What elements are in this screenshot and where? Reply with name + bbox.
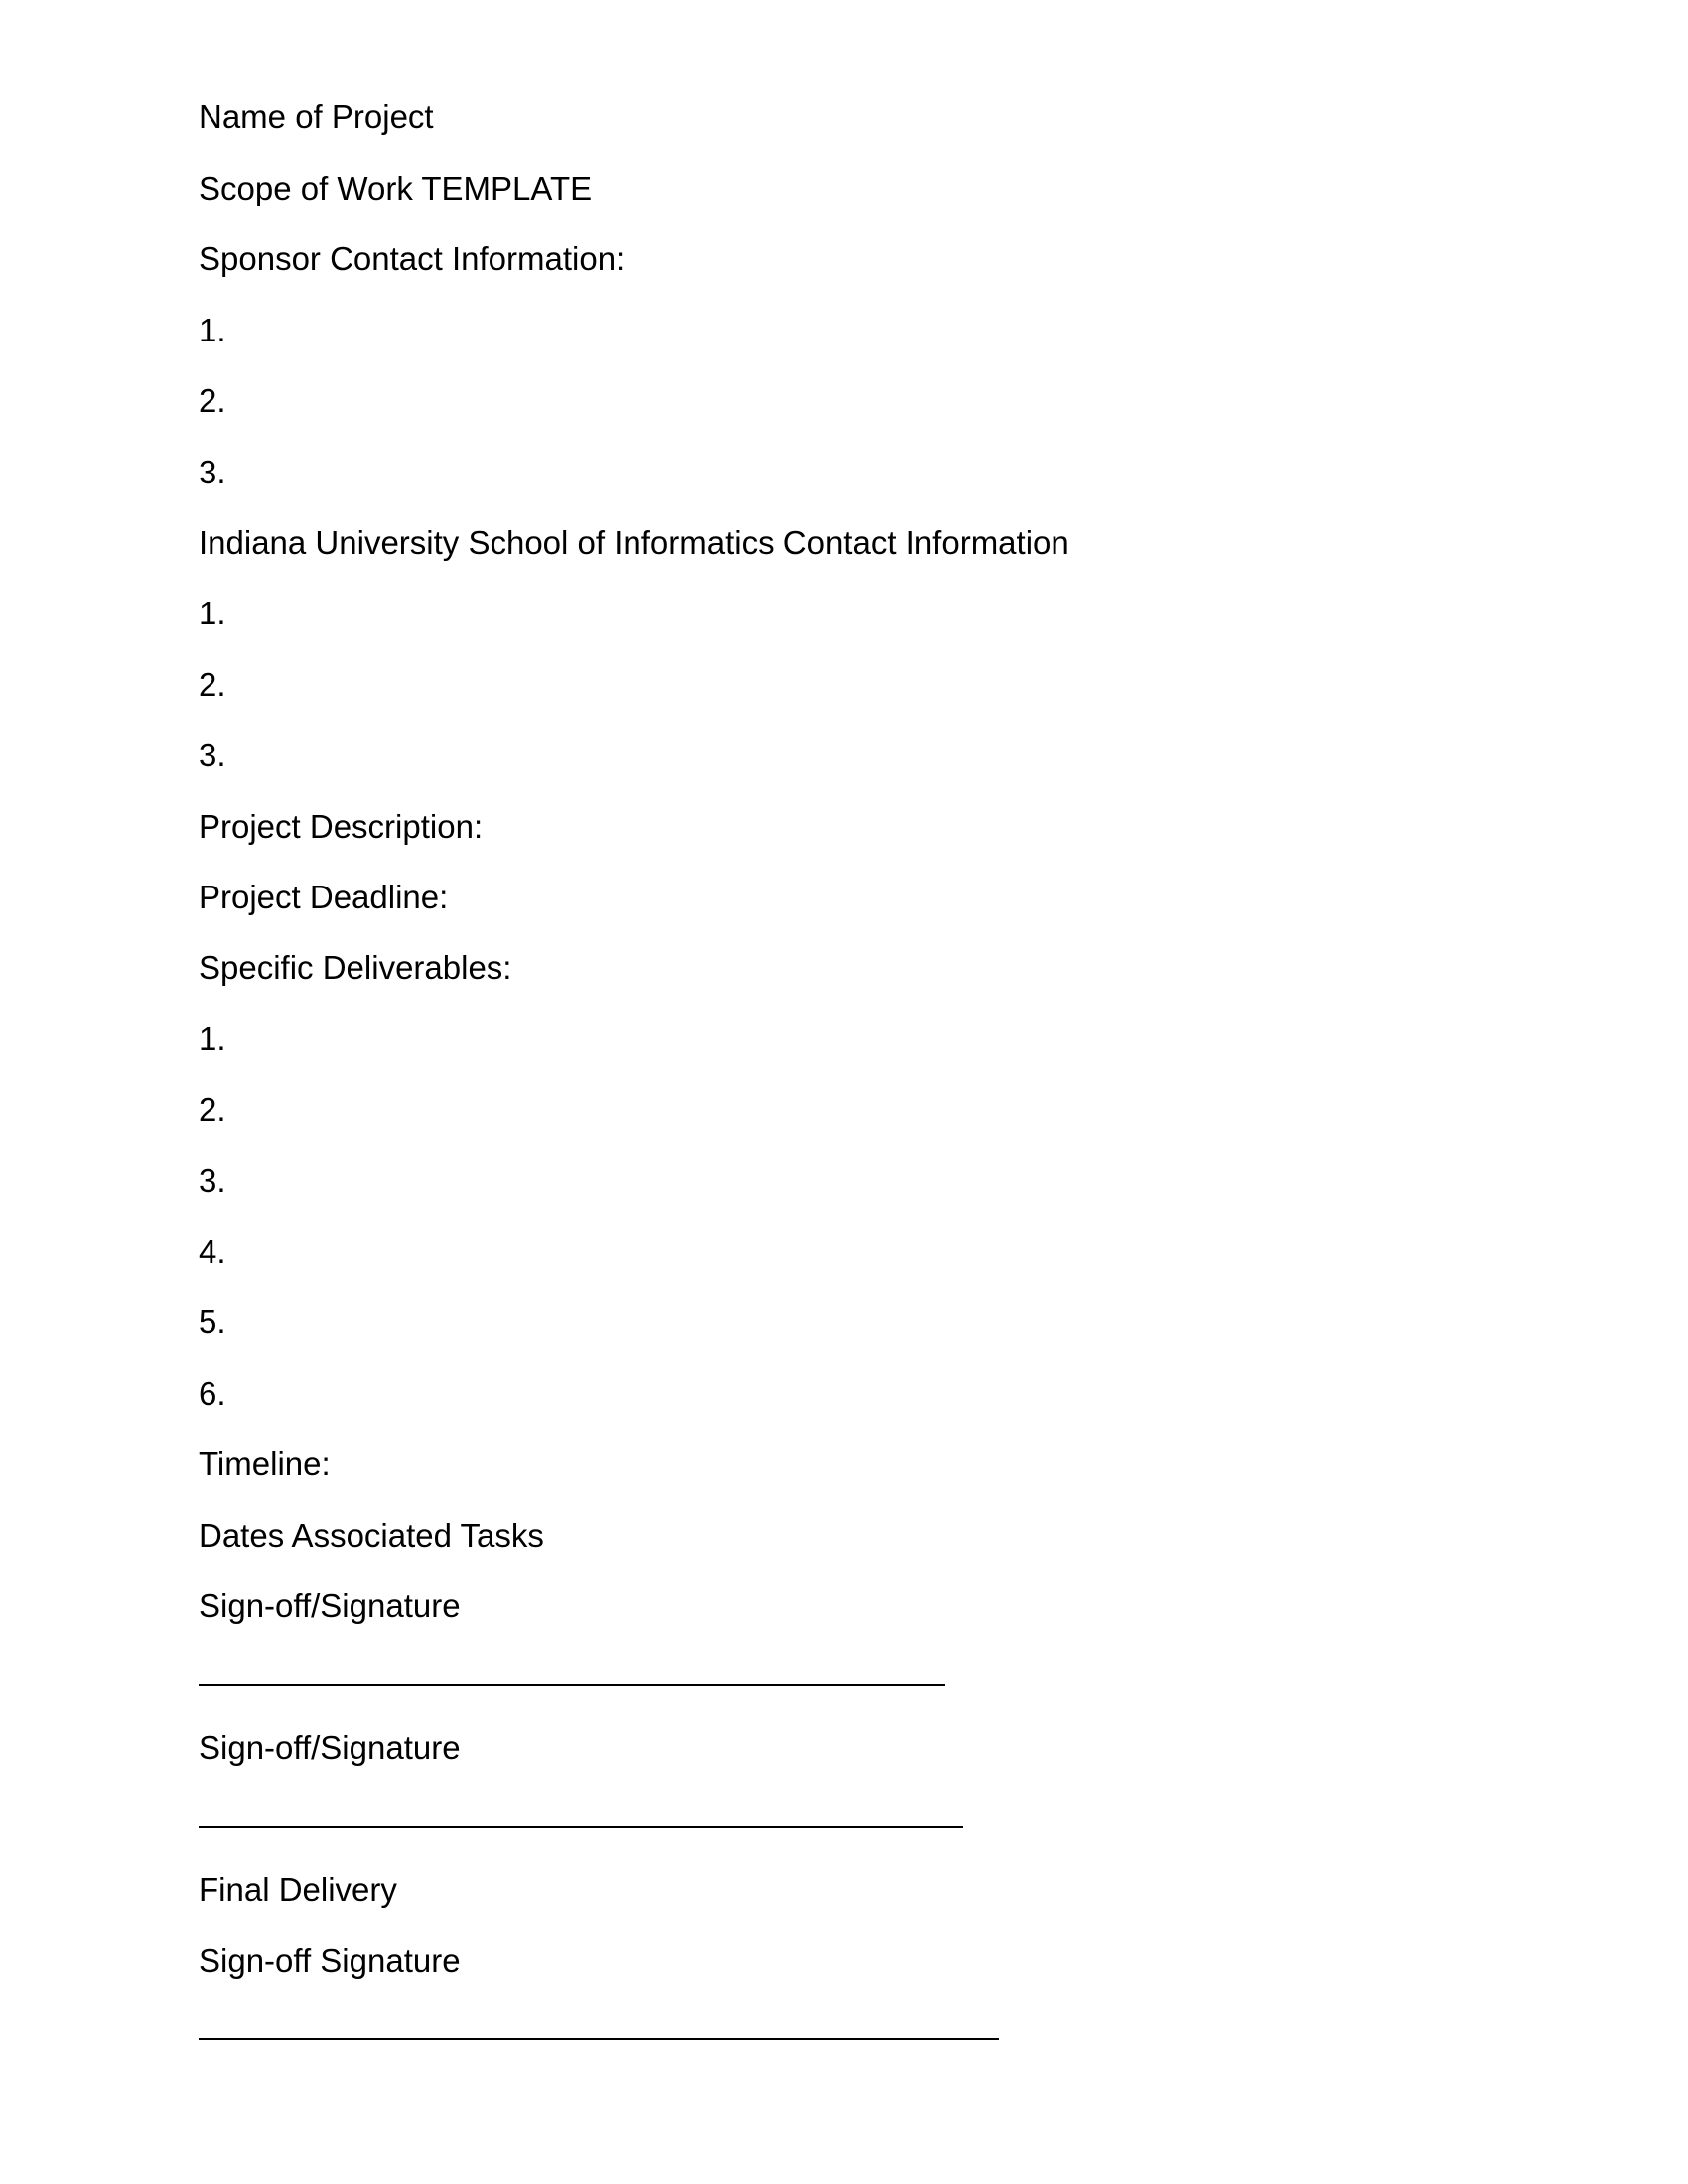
project-description-label: Project Description: — [199, 808, 484, 845]
school-list-item: 1. — [199, 595, 226, 631]
deliverable-list-item: 5. — [199, 1303, 226, 1340]
project-name: Name of Project — [199, 98, 434, 135]
deliverable-list-item: 3. — [199, 1162, 226, 1199]
final-signature-line[interactable] — [199, 2038, 999, 2040]
sponsor-list-item: 1. — [199, 312, 226, 348]
signature-line[interactable] — [199, 1826, 963, 1828]
timeline-columns: Dates Associated Tasks — [199, 1517, 544, 1554]
deliverable-list-item: 2. — [199, 1091, 226, 1128]
school-list-item: 3. — [199, 737, 226, 773]
deliverables-heading: Specific Deliverables: — [199, 949, 512, 986]
timeline-label: Timeline: — [199, 1445, 331, 1482]
deliverable-list-item: 6. — [199, 1375, 226, 1412]
school-contact-heading: Indiana University School of Informatics Contact Information — [199, 524, 1069, 561]
signoff-label: Sign-off/Signature — [199, 1587, 461, 1624]
signature-line[interactable] — [199, 1684, 945, 1686]
deliverable-list-item: 4. — [199, 1233, 226, 1270]
scope-title: Scope of Work TEMPLATE — [199, 170, 593, 206]
final-signoff-label: Sign-off Signature — [199, 1942, 461, 1979]
sponsor-list-item: 2. — [199, 382, 226, 419]
school-list-item: 2. — [199, 666, 226, 703]
deliverable-list-item: 1. — [199, 1021, 226, 1057]
project-deadline-label: Project Deadline: — [199, 879, 449, 915]
signoff-label: Sign-off/Signature — [199, 1729, 461, 1766]
sponsor-list-item: 3. — [199, 454, 226, 490]
final-delivery-label: Final Delivery — [199, 1871, 397, 1908]
sponsor-contact-heading: Sponsor Contact Information: — [199, 240, 626, 277]
